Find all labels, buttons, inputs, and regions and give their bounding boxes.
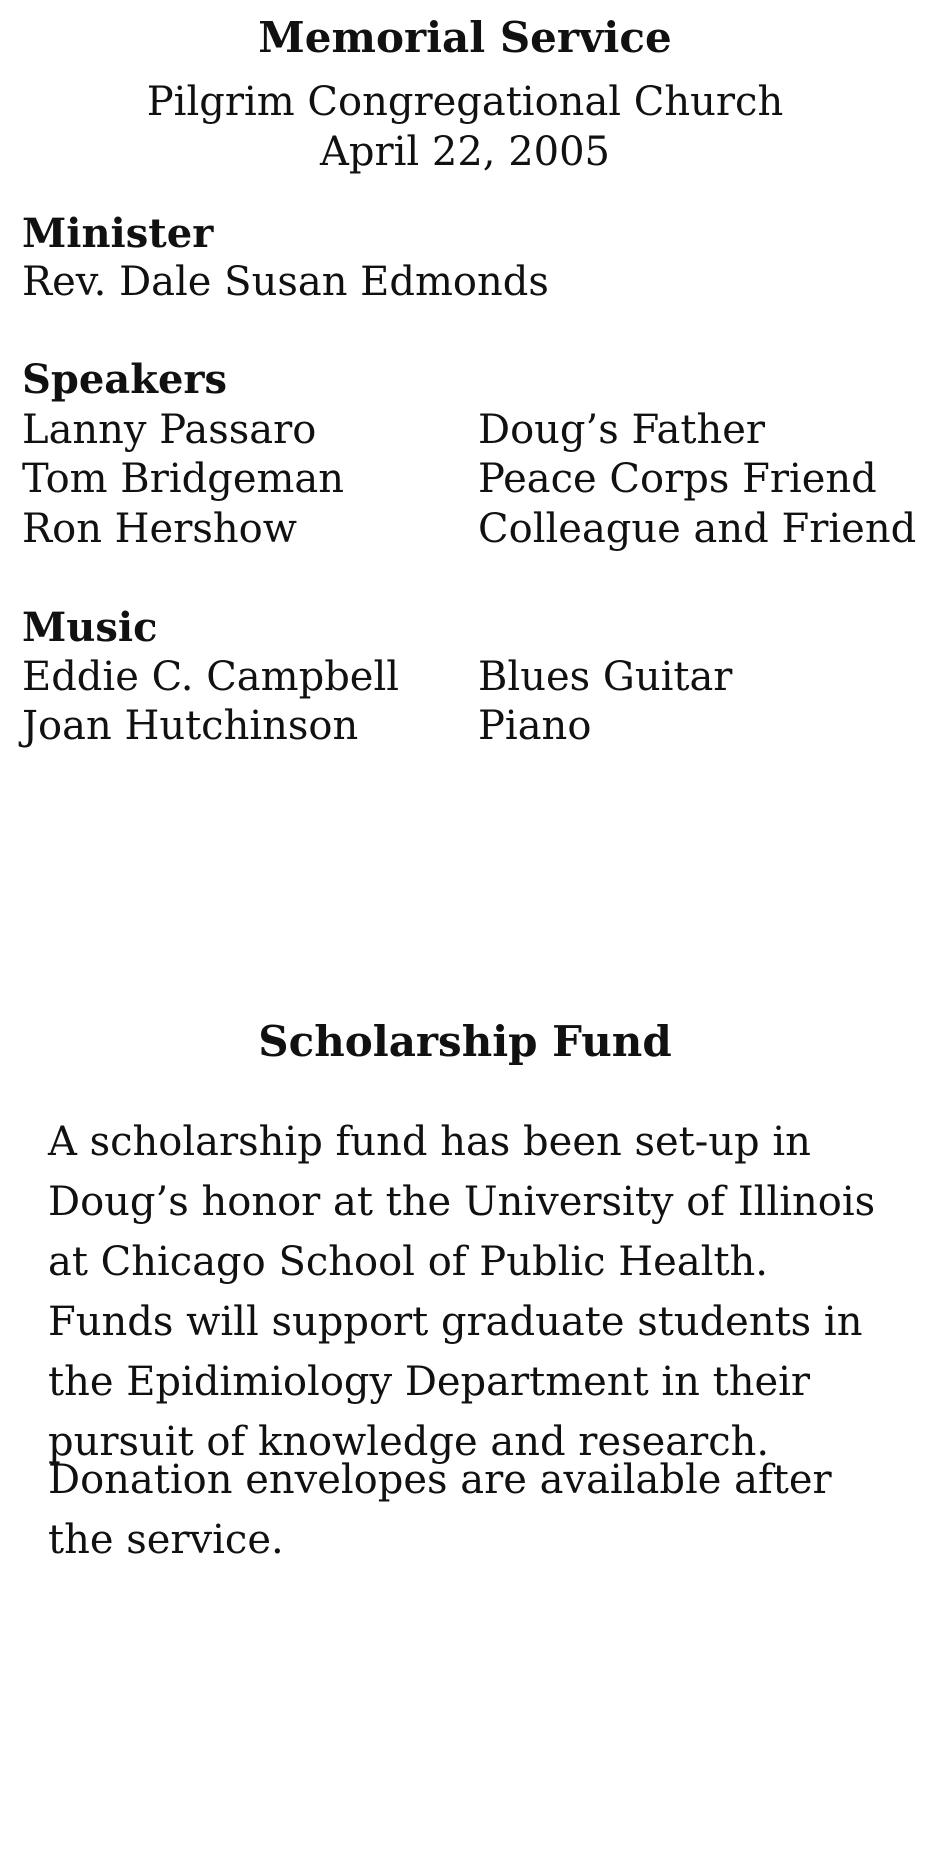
speaker-role: Colleague and Friend: [478, 506, 917, 552]
musician-name: Joan Hutchinson: [22, 703, 359, 749]
speaker-role: Peace Corps Friend: [478, 456, 877, 502]
scholarship-paragraph: [48, 1112, 908, 1472]
service-title: Memorial Service: [258, 13, 672, 62]
donation-line: Donation envelopes are available after: [48, 1457, 832, 1503]
paragraph-line: at Chicago School of Public Health.: [48, 1239, 769, 1285]
church-name: Pilgrim Congregational Church: [146, 79, 784, 125]
speaker-role: Doug’s Father: [478, 407, 765, 453]
musician-role: Piano: [478, 703, 592, 749]
paragraph-line: Funds will support graduate students in: [48, 1299, 863, 1345]
paragraph-line: Doug’s honor at the University of Illinois: [48, 1179, 876, 1225]
speaker-name: Tom Bridgeman: [22, 456, 345, 502]
music-heading: Music: [22, 604, 158, 651]
service-date: April 22, 2005: [319, 129, 611, 175]
paragraph-line: the Epidimiology Department in their: [48, 1359, 811, 1405]
minister-name: Rev. Dale Susan Edmonds: [22, 259, 549, 305]
minister-heading: Minister: [22, 210, 214, 257]
speaker-name: Ron Hershow: [22, 506, 297, 552]
paragraph-line: A scholarship fund has been set-up in: [48, 1119, 811, 1165]
donation-note: [48, 1450, 908, 1570]
paragraph-line: pursuit of knowledge and research.: [48, 1419, 770, 1465]
musician-role: Blues Guitar: [478, 654, 733, 700]
speakers-heading: Speakers: [22, 356, 227, 403]
donation-line: the service.: [48, 1517, 284, 1563]
speaker-name: Lanny Passaro: [22, 407, 317, 453]
scholarship-title: Scholarship Fund: [258, 1017, 672, 1066]
musician-name: Eddie C. Campbell: [22, 654, 400, 700]
